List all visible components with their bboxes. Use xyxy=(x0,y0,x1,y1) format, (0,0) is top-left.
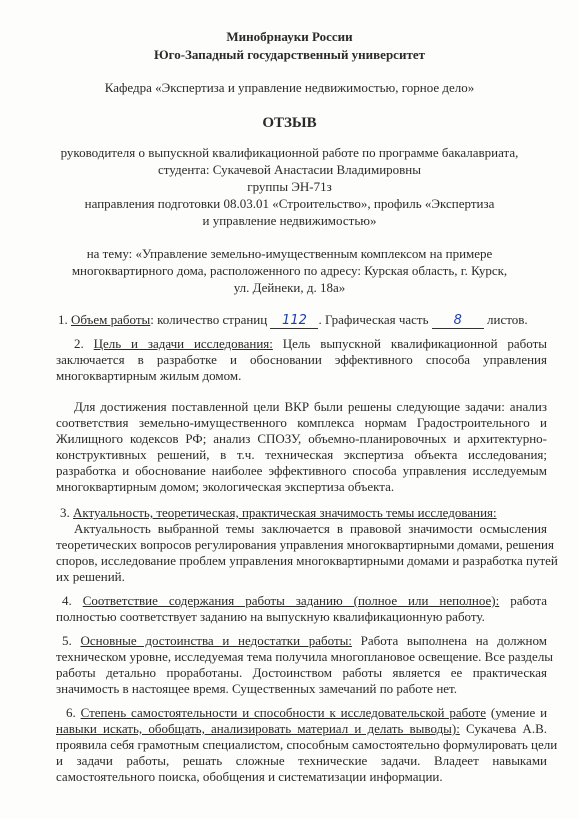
section-2-line-2: заключается в разработке и обосновании эффективного способа управления xyxy=(56,352,547,367)
section-5-line-1 xyxy=(56,633,547,648)
section-4-line-2: полностью соответствует заданию на выпускную квалификационную работу. xyxy=(56,609,485,624)
section-3-line-3: споров, исследование проблем управления многоквартирными домами и разработка путей xyxy=(56,553,558,568)
section-1-label: Объем работы xyxy=(71,312,151,327)
sheet-count-handwritten: 8 xyxy=(432,313,484,329)
section-6-line-2 xyxy=(56,721,547,736)
section-3-label: Актуальность, теоретическая, практическая значимость темы исследования: xyxy=(73,505,497,520)
section-4-label: Соответствие содержания работы заданию (полное или неполное): xyxy=(82,593,500,608)
section-1-text-b: . Графическая часть xyxy=(318,312,429,327)
section-2-text-1: Цель выпускной квалификационной работы xyxy=(282,336,548,351)
topic-line-1: на тему: «Управление земельно-имущественным комплексом на примере xyxy=(86,246,493,261)
section-3-number: 3. xyxy=(60,505,70,520)
section-4-line-1 xyxy=(56,593,547,608)
section-4-number: 4. xyxy=(62,593,72,608)
section-1-text-c: листов. xyxy=(487,312,528,327)
section-6-label-a-end: (умение и xyxy=(490,705,548,720)
ministry-heading: Минобрнауки России xyxy=(226,29,353,44)
section-2-label: Цель и задачи исследования: xyxy=(93,336,273,351)
section-5-line-3: работы детально проработаны. Достоинством работы является ее практическая xyxy=(56,665,547,680)
section-5-text-1: Работа выполнена на должном xyxy=(360,633,547,648)
section-6-text-2: Сукачева А.В. xyxy=(466,721,547,736)
university-heading: Юго-Западный государственный университет xyxy=(154,47,425,62)
intro-profile: и управление недвижимостью» xyxy=(202,213,377,228)
section-2-line-3: многоквартирным жилым домом. xyxy=(56,368,242,383)
section-5-line-4: значимость в настоящее время. Существенных замечаний по работе нет. xyxy=(56,681,458,696)
section-3-line-2: теоретических вопросов регулирования управления многоквартирными домами, решения xyxy=(56,537,554,552)
department-line: Кафедра «Экспертиза и управление недвижимостью, горное дело» xyxy=(104,80,475,95)
intro-student: студента: Сукачевой Анастасии Владимировны xyxy=(158,162,421,177)
tasks-line-6: многоквартирным домом; экологическая экспертиза объекта. xyxy=(56,479,395,494)
section-2-number: 2. xyxy=(74,336,84,351)
intro-group: группы ЭН-71з xyxy=(247,179,332,194)
tasks-line-3: Жилищного кодексов РФ; анализ СПОЗУ, объемно-планировочных и архитектурно- xyxy=(56,431,547,446)
section-1 xyxy=(58,312,528,329)
section-5-line-2: техническом уровне, исследуемая тема получила многоплановое освещение. Все разделы xyxy=(56,649,554,664)
tasks-line-2: соответствия земельно-имущественного комплекса нормам Градостроительного и xyxy=(56,415,547,430)
section-3-heading xyxy=(60,505,497,520)
section-5-number: 5. xyxy=(62,633,72,648)
section-6-line-3: проявила себя грамотным специалистом, способным самостоятельно формулировать цели xyxy=(56,737,558,752)
intro-direction: направления подготовки 08.03.01 «Строительство», профиль «Экспертиза xyxy=(84,196,495,211)
topic-line-2: многоквартирного дома, расположенного по адресу: Курская область, г. Курск, xyxy=(71,263,508,278)
section-6-label-a: Степень самостоятельности и способности к исследовательской работе xyxy=(80,705,487,720)
intro-line-1: руководителя о выпускной квалификационной работе по программе бакалавриата, xyxy=(60,145,519,160)
section-6-number: 6. xyxy=(66,705,76,720)
document-title: ОТЗЫВ xyxy=(262,115,317,131)
section-1-number: 1. xyxy=(58,312,68,327)
section-3-line-4: их решений. xyxy=(56,569,125,584)
section-1-text-a: : количество страниц xyxy=(150,312,268,327)
section-5-label: Основные достоинства и недостатки работы: xyxy=(80,633,352,648)
section-6-line-4: и задачи работы, решать сложные технические задачи. Владеет навыками xyxy=(56,753,547,768)
tasks-line-5: разработка и обоснование наиболее эффективного способа управления исследуемым xyxy=(56,463,547,478)
tasks-line-4: конструктивных решений, в т.ч. техническая экспертиза объекта исследования; xyxy=(56,447,547,462)
page-count-handwritten: 112 xyxy=(270,313,318,329)
section-2-line-1 xyxy=(56,336,547,351)
section-4-text-1: работа xyxy=(510,593,548,608)
topic-line-3: ул. Дейнеки, д. 18а» xyxy=(233,280,346,295)
section-6-label-b: навыки искать, обобщать, анализировать материал и делать выводы): xyxy=(56,721,460,736)
section-6-line-1 xyxy=(56,705,547,720)
tasks-line-1: Для достижения поставленной цели ВКР были решены следующие задачи: анализ xyxy=(74,399,547,414)
section-3-line-1: Актуальность выбранной темы заключается в правовой значимости осмысления xyxy=(74,521,547,536)
section-6-line-5: самостоятельного поиска, обобщения и систематизации информации. xyxy=(56,769,443,784)
